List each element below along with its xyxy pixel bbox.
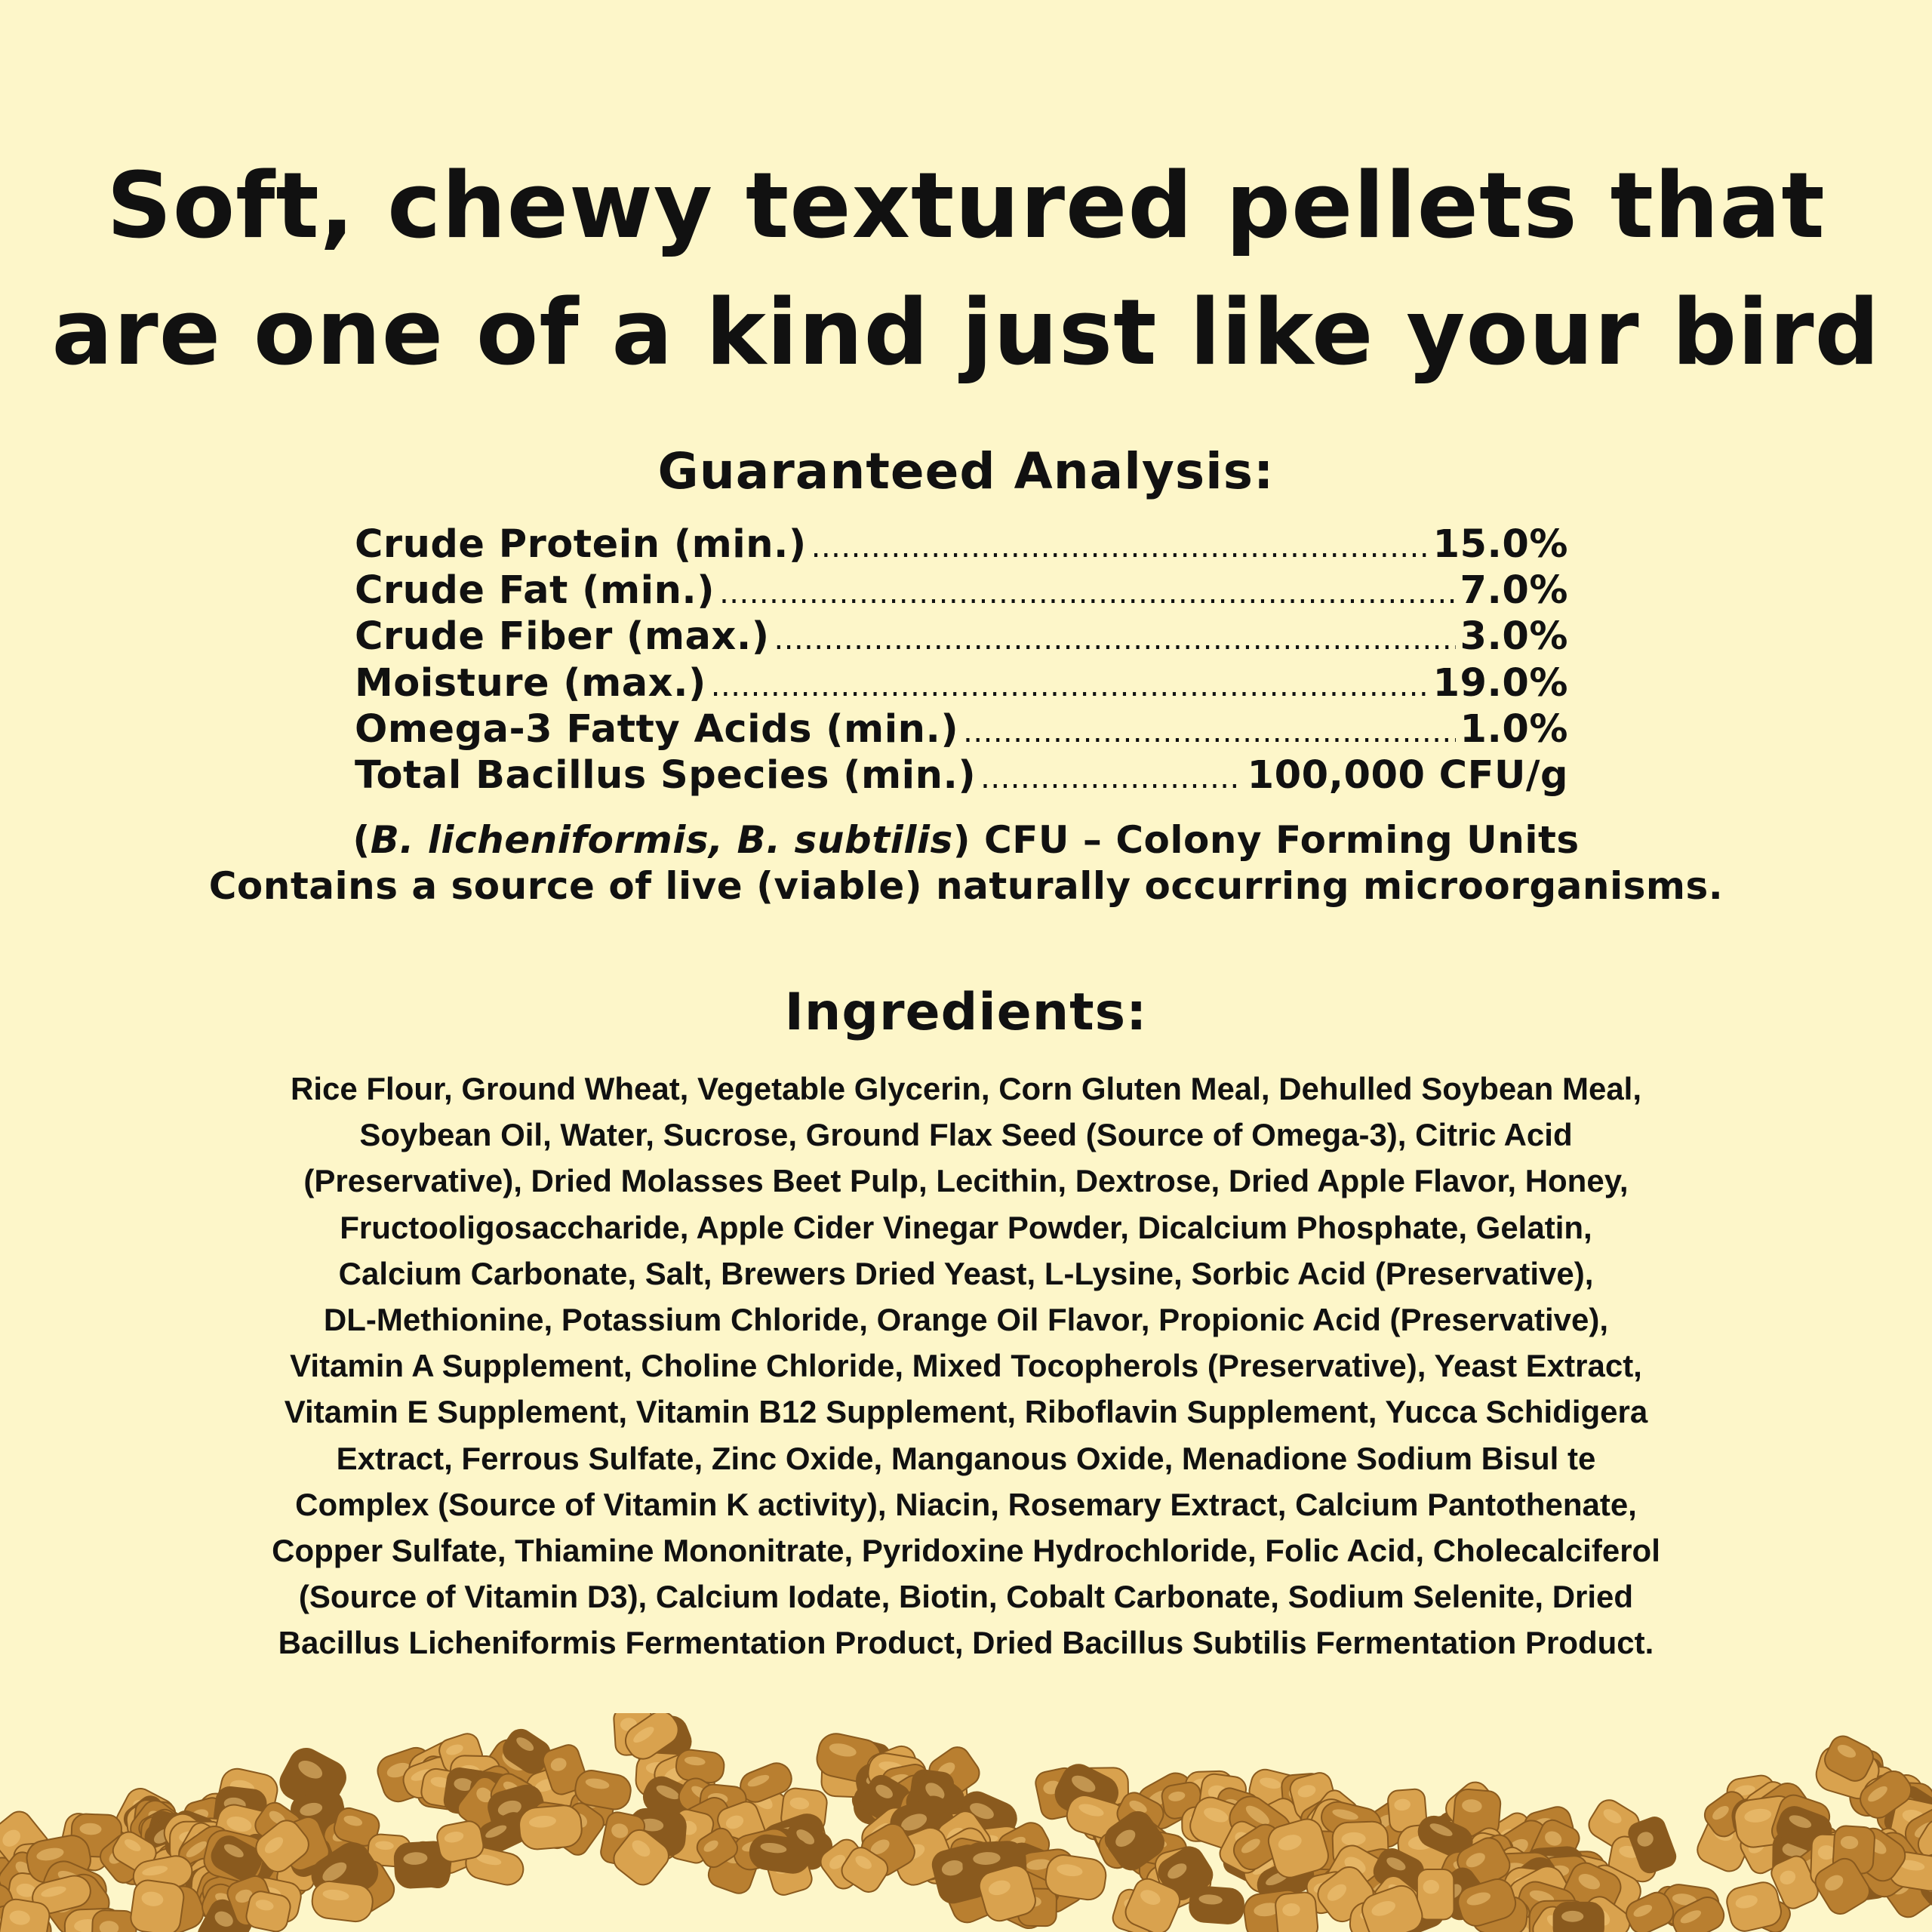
headline-line-1: Soft, chewy textured pellets that: [106, 154, 1826, 259]
dot-leader: [963, 715, 1455, 749]
dot-leader: [711, 669, 1429, 703]
note-species: B. licheniformis, B. subtilis: [370, 818, 953, 862]
analysis-row-value: 7.0%: [1460, 568, 1568, 614]
analysis-row-name: Crude Fat (min.): [355, 568, 715, 614]
analysis-row-value: 15.0%: [1432, 522, 1568, 567]
guaranteed-analysis-list: [355, 522, 1568, 799]
ingredients-line: Soybean Oil, Water, Sucrose, Ground Flax Seed (Source of Omega-3), Citric Acid: [359, 1117, 1573, 1153]
analysis-row-name: Omega-3 Fatty Acids (min.): [355, 706, 959, 752]
ingredients-line: (Source of Vitamin D3), Calcium Iodate, Biotin, Cobalt Carbonate, Sodium Selenite, Dried: [298, 1579, 1634, 1615]
analysis-row-crude-protein: [355, 522, 1568, 568]
ingredients-line: Fructooligosaccharide, Apple Cider Vinegar Powder, Dicalcium Phosphate, Gelatin,: [340, 1209, 1592, 1245]
ingredients-line: Extract, Ferrous Sulfate, Zinc Oxide, Manganous Oxide, Menadione Sodium Bisul te: [336, 1440, 1596, 1476]
analysis-row-value: 3.0%: [1460, 614, 1568, 660]
analysis-row-crude-fiber: [355, 614, 1568, 660]
headline-line-2: are one of a kind just like your bird: [51, 281, 1881, 386]
headline: [0, 143, 1932, 397]
analysis-note-line-1: [0, 817, 1932, 863]
ingredients-line: Vitamin E Supplement, Vitamin B12 Supplement, Riboflavin Supplement, Yucca Schidigera: [284, 1394, 1648, 1430]
guaranteed-analysis-title: Guaranteed Analysis:: [657, 442, 1275, 500]
ingredients-line: DL-Methionine, Potassium Chloride, Orange Oil Flavor, Propionic Acid (Preservative),: [323, 1302, 1609, 1338]
ingredients-line: (Preservative), Dried Molasses Beet Pulp, Lecithin, Dextrose, Dried Apple Flavor, Honey,: [303, 1163, 1629, 1199]
analysis-row-bacillus: [355, 753, 1568, 799]
dot-leader: [980, 761, 1243, 795]
analysis-row-omega-3: [355, 707, 1568, 753]
analysis-row-name: Total Bacillus Species (min.): [355, 752, 977, 798]
analysis-note-line-2: Contains a source of live (viable) naturally occurring microorganisms.: [208, 864, 1724, 908]
analysis-row-moisture: [355, 661, 1568, 707]
analysis-note: [0, 817, 1932, 909]
analysis-row-value: 19.0%: [1432, 660, 1568, 706]
ingredients-line: Bacillus Licheniformis Fermentation Product, Dried Bacillus Subtilis Fermentation Product.: [278, 1625, 1654, 1661]
pellets-image: [0, 1713, 1932, 1932]
analysis-row-crude-fat: [355, 568, 1568, 614]
dot-leader: [719, 576, 1455, 611]
analysis-row-name: Crude Fiber (max.): [355, 614, 770, 660]
note-open-paren: (: [352, 818, 371, 862]
dot-leader: [811, 530, 1429, 565]
analysis-row-name: Moisture (max.): [355, 660, 706, 706]
ingredients-line: Rice Flour, Ground Wheat, Vegetable Glycerin, Corn Gluten Meal, Dehulled Soybean Meal,: [290, 1071, 1642, 1106]
analysis-row-value: 100,000 CFU/g: [1247, 752, 1568, 798]
ingredients-list: [0, 1066, 1932, 1666]
ingredients-line: Complex (Source of Vitamin K activity), Niacin, Rosemary Extract, Calcium Pantothenate,: [295, 1486, 1637, 1522]
note-cfu-definition: ) CFU – Colony Forming Units: [952, 818, 1580, 862]
analysis-row-value: 1.0%: [1460, 706, 1568, 752]
ingredients-line: Vitamin A Supplement, Choline Chloride, Mixed Tocopherols (Preservative), Yeast Extract,: [290, 1348, 1642, 1384]
ingredients-line: Calcium Carbonate, Salt, Brewers Dried Yeast, L-Lysine, Sorbic Acid (Preservative),: [338, 1255, 1594, 1291]
ingredients-line: Copper Sulfate, Thiamine Mononitrate, Pyridoxine Hydrochloride, Folic Acid, Cholecalciferol: [272, 1533, 1660, 1569]
dot-leader: [774, 622, 1456, 657]
analysis-row-name: Crude Protein (min.): [355, 522, 807, 567]
ingredients-title: Ingredients:: [784, 983, 1148, 1042]
